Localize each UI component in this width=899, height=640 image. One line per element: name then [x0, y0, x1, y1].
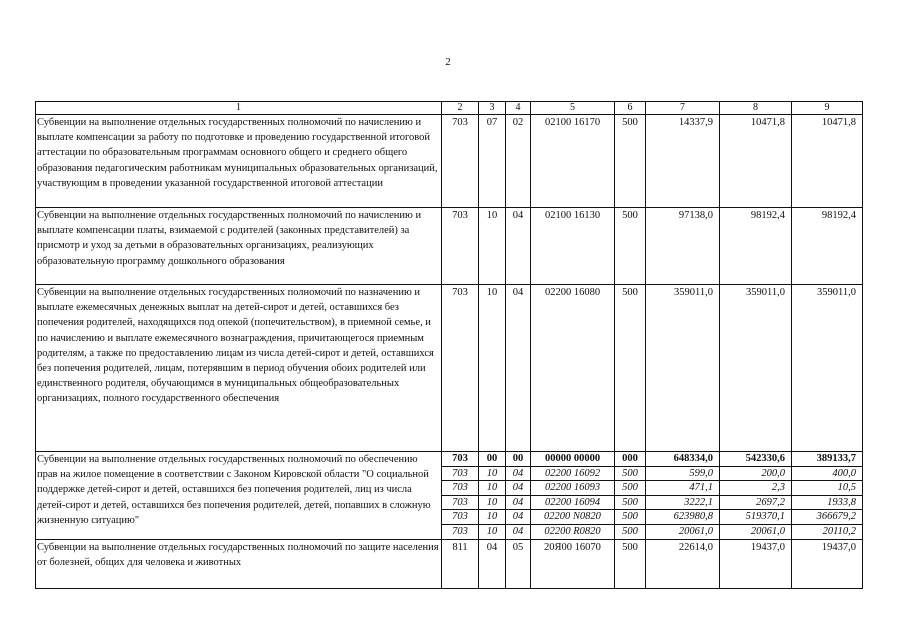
cell-col5: 00000 00000	[531, 452, 615, 467]
cell-col2: 703	[442, 208, 479, 285]
cell-col6: 500	[615, 115, 646, 208]
column-header: 8	[720, 102, 792, 115]
row-description: Субвенции на выполнение отдельных государственных полномочий по защите населения от болезней, общих для человека и животных	[36, 539, 442, 588]
cell-col3: 10	[479, 208, 506, 285]
table-row	[36, 208, 863, 285]
cell-col6: 500	[615, 285, 646, 452]
cell-col2: 703	[442, 510, 479, 525]
cell-col5: 02200 R0820	[531, 524, 615, 539]
cell-col9: 359011,0	[792, 285, 863, 452]
cell-col3: 10	[479, 524, 506, 539]
cell-col4: 04	[506, 524, 531, 539]
header-row	[36, 102, 863, 115]
row-description: Субвенции на выполнение отдельных государственных полномочий по начислению и выплате компенсации платы, взимаемой с родителей (законных представителей) за присмотр и уход за детьми в образовательных организациях, реализующих образовательную программу дошкольного образования	[36, 208, 442, 285]
cell-col3: 00	[479, 452, 506, 467]
cell-col8: 2697,2	[720, 495, 792, 510]
cell-col5: 02200 16092	[531, 466, 615, 481]
cell-col8: 359011,0	[720, 285, 792, 452]
cell-col4: 04	[506, 285, 531, 452]
cell-col5: 02200 16080	[531, 285, 615, 452]
page-number: 2	[445, 56, 451, 68]
budget-table	[35, 101, 863, 589]
cell-col3: 10	[479, 495, 506, 510]
cell-col2: 703	[442, 466, 479, 481]
cell-col3: 04	[479, 539, 506, 588]
cell-col7: 471,1	[646, 481, 720, 496]
cell-col9: 10471,8	[792, 115, 863, 208]
column-header: 9	[792, 102, 863, 115]
cell-col4: 04	[506, 466, 531, 481]
cell-col5: 20Я00 16070	[531, 539, 615, 588]
cell-col9: 1933,8	[792, 495, 863, 510]
cell-col9: 389133,7	[792, 452, 863, 467]
row-description: Субвенции на выполнение отдельных государственных полномочий по начислению и выплате компенсации за работу по подготовке и проведению государственной итоговой аттестации по образовательным программам основного общего и среднего общего образования педагогическим работникам муниципальных образовательных организаций, участвующим в проведении указанной государственной итоговой аттестации	[36, 115, 442, 208]
column-header: 5	[531, 102, 615, 115]
cell-col9: 98192,4	[792, 208, 863, 285]
cell-col8: 542330,6	[720, 452, 792, 467]
cell-col7: 599,0	[646, 466, 720, 481]
cell-col9: 400,0	[792, 466, 863, 481]
cell-col6: 000	[615, 452, 646, 467]
table-row	[36, 539, 863, 588]
cell-col4: 05	[506, 539, 531, 588]
cell-col8: 200,0	[720, 466, 792, 481]
column-header: 3	[479, 102, 506, 115]
cell-col2: 703	[442, 452, 479, 467]
cell-col8: 519370,1	[720, 510, 792, 525]
cell-col6: 500	[615, 495, 646, 510]
cell-col7: 359011,0	[646, 285, 720, 452]
column-header: 2	[442, 102, 479, 115]
cell-col2: 703	[442, 115, 479, 208]
cell-col7: 648334,0	[646, 452, 720, 467]
cell-col9: 366679,2	[792, 510, 863, 525]
cell-col4: 02	[506, 115, 531, 208]
cell-col2: 811	[442, 539, 479, 588]
row-description: Субвенции на выполнение отдельных государственных полномочий по обеспечению прав на жилое помещение в соответствии с Законом Кировской области "О социальной поддержке детей-сирот и детей, оставшихся без попечения родителей, лиц из числа детей-сирот и детей, оставшихся без попечения родителей, детей, попавших в сложную жизненную ситуацию"	[36, 452, 442, 540]
table-row-total	[36, 452, 863, 467]
cell-col9: 19437,0	[792, 539, 863, 588]
cell-col3: 07	[479, 115, 506, 208]
cell-col6: 500	[615, 208, 646, 285]
cell-col7: 97138,0	[646, 208, 720, 285]
cell-col3: 10	[479, 481, 506, 496]
cell-col8: 2,3	[720, 481, 792, 496]
column-header: 1	[36, 102, 442, 115]
cell-col4: 04	[506, 208, 531, 285]
cell-col9: 10,5	[792, 481, 863, 496]
cell-col5: 02100 16170	[531, 115, 615, 208]
cell-col5: 02100 16130	[531, 208, 615, 285]
cell-col6: 500	[615, 510, 646, 525]
cell-col6: 500	[615, 524, 646, 539]
cell-col3: 10	[479, 466, 506, 481]
cell-col7: 3222,1	[646, 495, 720, 510]
cell-col2: 703	[442, 285, 479, 452]
cell-col2: 703	[442, 495, 479, 510]
cell-col4: 04	[506, 481, 531, 496]
cell-col4: 04	[506, 510, 531, 525]
column-header: 4	[506, 102, 531, 115]
cell-col5: 02200 16093	[531, 481, 615, 496]
row-description: Субвенции на выполнение отдельных государственных полномочий по назначению и выплате ежемесячных денежных выплат на детей-сирот и детей, оставшихся без попечения родителей, находящихся под опекой (попечительством), в приемной семье, и по начислению и выплате ежемесячного вознаграждения, причитающегося приемным родителям, а также по предоставлению лицам из числа детей-сирот и детей, оставшихся без попечения родителей, лицам, потерявшим в период обучения обоих родителей или единственного родителя, обучающимся в муниципальных общеобразовательных организациях, полного государственного обеспечения	[36, 285, 442, 452]
cell-col3: 10	[479, 510, 506, 525]
cell-col7: 14337,9	[646, 115, 720, 208]
cell-col5: 02200 16094	[531, 495, 615, 510]
table-row	[36, 115, 863, 208]
cell-col8: 19437,0	[720, 539, 792, 588]
cell-col7: 623980,8	[646, 510, 720, 525]
cell-col6: 500	[615, 539, 646, 588]
cell-col5: 02200 N0820	[531, 510, 615, 525]
cell-col8: 20061,0	[720, 524, 792, 539]
cell-col8: 10471,8	[720, 115, 792, 208]
cell-col8: 98192,4	[720, 208, 792, 285]
cell-col2: 703	[442, 524, 479, 539]
cell-col7: 22614,0	[646, 539, 720, 588]
column-header: 7	[646, 102, 720, 115]
cell-col9: 20110,2	[792, 524, 863, 539]
cell-col2: 703	[442, 481, 479, 496]
table-row	[36, 285, 863, 452]
cell-col7: 20061,0	[646, 524, 720, 539]
column-header: 6	[615, 102, 646, 115]
cell-col4: 04	[506, 495, 531, 510]
cell-col6: 500	[615, 466, 646, 481]
cell-col6: 500	[615, 481, 646, 496]
cell-col3: 10	[479, 285, 506, 452]
cell-col4: 00	[506, 452, 531, 467]
